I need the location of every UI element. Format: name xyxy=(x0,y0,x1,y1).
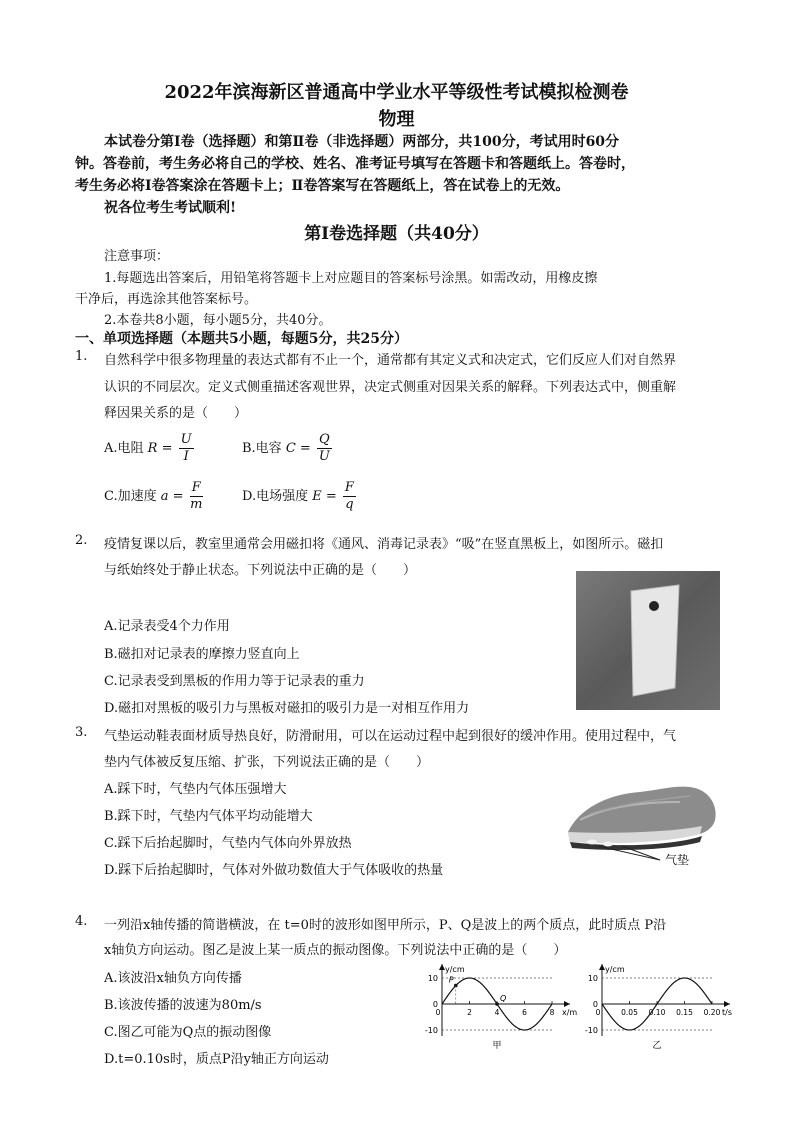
q1-option-d-denominator: q xyxy=(345,497,354,512)
yi-y-label: y/cm xyxy=(605,965,625,974)
exam-title: 2022年滨海新区普通高中学业水平等级性考试模拟检测卷 xyxy=(164,82,629,103)
q3-option-b[interactable]: B.踩下时，气垫内气体平均动能增大 xyxy=(104,809,313,824)
q1-option-b-numerator: Q xyxy=(318,432,330,447)
vibration-chart-yi xyxy=(580,950,740,1072)
jia-x-tick-1: 2 xyxy=(467,1008,472,1017)
q2-option-c[interactable]: C.记录表受到黑板的作用力等于记录表的重力 xyxy=(104,674,365,689)
q1-option-b-eq: = xyxy=(299,441,311,456)
jia-caption: 甲 xyxy=(492,1041,502,1051)
q4-number: 4. xyxy=(75,914,88,929)
yi-caption: 乙 xyxy=(652,1041,662,1051)
q4-option-d[interactable]: D.t=0.10s时，质点P沿y轴正方向运动 xyxy=(104,1052,329,1067)
q4-option-a[interactable]: A.该波沿x轴负方向传播 xyxy=(104,971,242,986)
q1-option-d-eq: = xyxy=(325,489,337,504)
q2-option-d[interactable]: D.磁扣对黑板的吸引力与黑板对磁扣的吸引力是一对相互作用力 xyxy=(104,701,470,716)
q3-line-2: 垫内气体被反复压缩、扩张，下列说法正确的是（ ） xyxy=(104,755,430,770)
jia-point-Q xyxy=(495,1002,499,1006)
q3-number: 3. xyxy=(75,725,88,740)
q1-option-a-denominator: I xyxy=(183,449,189,464)
part1-title: 第Ⅰ卷选择题（共40分） xyxy=(304,224,489,244)
q1-option-a[interactable] xyxy=(104,432,194,465)
q3-option-a[interactable]: A.踩下时，气垫内气体压强增大 xyxy=(104,782,287,797)
jia-point-label-Q: Q xyxy=(500,994,507,1003)
q1-option-d-label: D.电场强度 xyxy=(242,489,309,504)
q4-option-b[interactable]: B.该波传播的波速为80m/s xyxy=(104,998,262,1013)
note-2: 2.本卷共8小题，每小题5分，共40分。 xyxy=(104,313,332,328)
q1-option-c-eq: = xyxy=(172,489,184,504)
note-1-line-1: 1.每题选出答案后，用铅笔将答题卡上对应题目的答案标号涂黑。如需改动，用橡皮擦 xyxy=(104,271,598,286)
note-1-line-2: 干净后，再选涂其他答案标号。 xyxy=(75,292,258,307)
q1-option-b-lhs: C xyxy=(285,441,296,456)
yi-x-tick-0: 0 xyxy=(595,1008,601,1017)
intro-line-2: 钟。答卷前，考生务必将自己的学校、姓名、准考证号填写在答题卡和答题纸上。答卷时， xyxy=(75,156,635,172)
q2-option-b[interactable]: B.磁扣对记录表的摩擦力竖直向上 xyxy=(104,647,300,662)
q3-option-c[interactable]: C.踩下后抬起脚时，气垫内气体向外界放热 xyxy=(104,836,352,851)
q3-option-d[interactable]: D.踩下后抬起脚时，气体对外做功数值大于气体吸收的热量 xyxy=(104,863,444,878)
q2-option-a[interactable]: A.记录表受4个力作用 xyxy=(104,619,230,634)
q1-option-d-numerator: F xyxy=(344,480,354,495)
jia-x-tick-3: 6 xyxy=(522,1008,527,1017)
q1-option-d[interactable] xyxy=(242,480,356,513)
q1-option-a-lhs: R xyxy=(147,441,158,456)
q4-option-c[interactable]: C.图乙可能为Q点的振动图像 xyxy=(104,1025,272,1040)
q3-line-1: 气垫运动鞋表面材质导热良好，防滑耐用，可以在运动过程中起到很好的缓冲作用。使用过程中，气 xyxy=(104,729,677,744)
jia-y-tick-0: 10 xyxy=(427,974,438,983)
q1-option-a-numerator: U xyxy=(180,432,192,447)
intro-wish: 祝各位考生考试顺利! xyxy=(104,200,237,216)
q2-line-2: 与纸始终处于静止状态。下列说法中正确的是（ ） xyxy=(104,563,417,578)
jia-x-tick-0: 0 xyxy=(435,1008,441,1017)
q1-option-b-label: B.电容 xyxy=(242,441,282,456)
q1-option-b-denominator: U xyxy=(318,449,330,464)
q4-line-1: 一列沿x轴传播的简谐横波，在 t=0时的波形如图甲所示，P、Q是波上的两个质点，此时质点 P沿 xyxy=(104,918,667,933)
q1-line-3: 释因果关系的是（ ） xyxy=(104,406,248,421)
jia-x-tick-4: 8 xyxy=(549,1008,555,1017)
q1-option-d-lhs: E xyxy=(312,489,322,504)
yi-x-label: t/s xyxy=(722,1008,732,1017)
jia-x-label: x/m xyxy=(562,1008,578,1017)
q1-option-a-fraction xyxy=(179,432,194,465)
section-1-heading: 一、单项选择题（本题共5小题，每题5分，共25分） xyxy=(75,331,408,347)
notes-label: 注意事项： xyxy=(104,249,170,264)
q1-option-b-fraction xyxy=(317,432,332,465)
magnet-blackboard-photo xyxy=(576,571,720,710)
yi-x-tick-1: 0.05 xyxy=(621,1008,638,1017)
intro-line-3: 考生务必将Ⅰ卷答案涂在答题卡上；Ⅱ卷答案写在答题纸上，答在试卷上的无效。 xyxy=(75,178,570,194)
yi-y-tick-0: 10 xyxy=(587,974,598,983)
jia-x-tick-2: 4 xyxy=(494,1008,500,1017)
q1-option-a-label: A.电阻 xyxy=(104,441,144,456)
q2-number: 2. xyxy=(75,533,88,548)
q1-number: 1. xyxy=(75,349,88,364)
q1-option-c-numerator: F xyxy=(191,480,201,495)
jia-x-arrow xyxy=(564,1001,570,1007)
q1-option-b[interactable] xyxy=(242,432,332,465)
yi-x-tick-3: 0.15 xyxy=(676,1008,693,1017)
yi-y-tick-1: 0 xyxy=(592,1000,598,1009)
q1-line-1: 自然科学中很多物理量的表达式都有不止一个，通常都有其定义式和决定式，它们反应人们对自然界 xyxy=(104,353,677,368)
air-cushion-shoe-image xyxy=(560,762,725,870)
jia-y-label: y/cm xyxy=(445,965,465,974)
jia-y-tick-2: -10 xyxy=(424,1026,438,1035)
q1-option-c-label: C.加速度 xyxy=(104,489,157,504)
q1-option-c-fraction xyxy=(190,480,203,513)
q1-option-d-fraction xyxy=(343,480,356,513)
intro-line-1: 本试卷分第Ⅰ卷（选择题）和第Ⅱ卷（非选择题）两部分，共100分，考试用时60分 xyxy=(104,134,620,150)
yi-x-tick-2: 0.10 xyxy=(648,1008,666,1017)
wave-chart-jia xyxy=(420,950,580,1072)
subject-title: 物理 xyxy=(378,109,415,130)
jia-y-tick-1: 0 xyxy=(432,1000,438,1009)
q4-line-2: x轴负方向运动。图乙是波上某一质点的振动图像。下列说法中正确的是（ ） xyxy=(104,943,567,958)
yi-x-tick-4: 0.20 xyxy=(703,1008,721,1017)
q1-option-a-eq: = xyxy=(161,441,173,456)
air-cushion-label: 气垫 xyxy=(665,853,690,867)
q1-option-c-denominator: m xyxy=(190,497,203,512)
q2-line-1: 疫情复课以后，教室里通常会用磁扣将《通风、消毒记录表》“吸”在竖直黑板上，如图所示。磁扣 xyxy=(104,537,664,552)
yi-y-tick-2: -10 xyxy=(584,1026,598,1035)
yi-x-arrow xyxy=(724,1001,730,1007)
q1-option-c-lhs: a xyxy=(160,489,169,504)
jia-point-label-P: P xyxy=(448,975,454,985)
q1-line-2: 认识的不同层次。定义式侧重描述客观世界，决定式侧重对因果关系的解释。下列表达式中，侧重解 xyxy=(104,380,677,395)
q1-option-c[interactable] xyxy=(104,480,203,513)
